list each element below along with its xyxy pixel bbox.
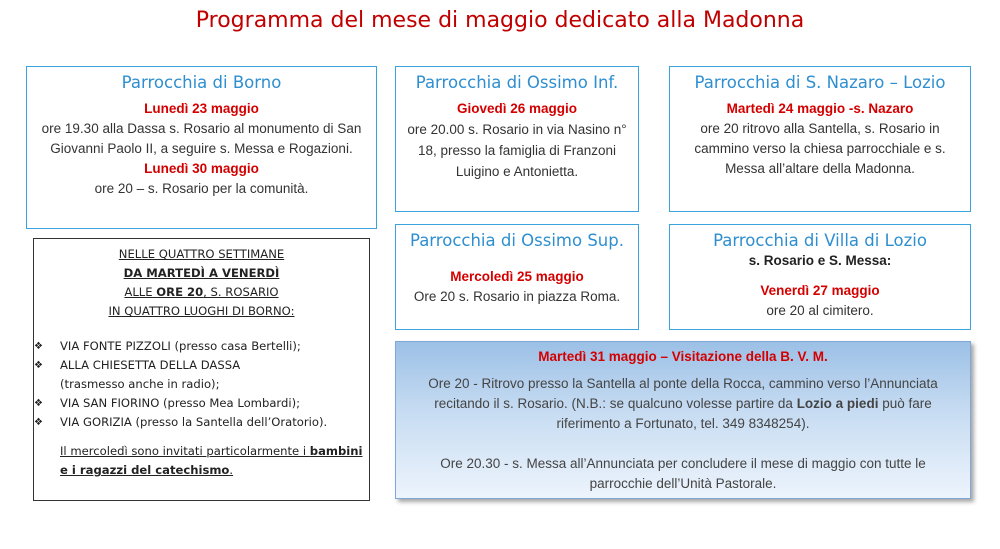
villa-box [669,224,971,330]
weeks-note-b: bambini e i ragazzi del catechismo [60,444,363,477]
list-item: ❖ VIA GORIZIA (presso la Santella dell’Oratorio). [34,413,369,432]
villa-sub: s. Rosario e S. Messa: [748,253,892,268]
weeks-list [34,337,369,432]
weeks-line2: DA MARTEDÌ A VENERDÌ [123,266,280,280]
villa-text: ore 20 al cimitero. [766,303,874,318]
ossimo-sup-text: Ore 20 s. Rosario in piazza Roma. [413,289,621,304]
weeks-line3a: ALLE [124,285,157,299]
weeks-line3b: ORE 20 [156,285,204,299]
visitazione-p1 [396,374,970,434]
visitazione-p1a: Ore 20 - Ritrovo presso la Santella al ponte della Rocca, cammino verso l’Annunciata recitando il s. Rosario. (N.B.: se qualcuno volesse partire da [428,376,938,411]
page-title: Programma del mese di maggio dedicato alla Madonna [195,8,805,33]
diamond-bullet-icon: ❖ [34,360,43,371]
weeks-box [33,238,370,501]
ossimo-sup-date: Mercoledì 25 maggio [450,269,584,284]
visitazione-p2: Ore 20.30 - s. Messa all’Annunciata per concludere il mese di maggio con tutte le parrocchie dell’Unità Pastorale. [440,456,926,491]
weeks-line3 [34,283,369,302]
weeks-line3c: , S. ROSARIO [203,285,279,299]
ossimo-sup-heading: Parrocchia di Ossimo Sup. [409,231,624,250]
borno-date1: Lunedì 23 maggio [144,101,259,116]
borno-date2: Lunedì 30 maggio [144,161,259,176]
visitazione-p1c: può fare riferimento a Fortunato, tel. 349 8348254). [556,396,932,431]
diamond-bullet-icon: ❖ [34,341,43,352]
borno-box [26,66,377,229]
weeks-note-c: . [229,463,234,477]
ossimo-inf-text: ore 20.00 s. Rosario in via Nasino n° 18, presso la famiglia di Franzoni Luigino e Antonietta. [407,122,627,179]
diamond-bullet-icon: ❖ [34,398,43,409]
list-item-sub: (trasmesso anche in radio); [60,377,220,391]
villa-heading: Parrocchia di Villa di Lozio [713,231,927,250]
weeks-line4: IN QUATTRO LUOGHI DI BORNO: [108,304,295,318]
borno-heading: Parrocchia di Borno [121,73,282,92]
list-item: ❖ ALLA CHIESETTA DELLA DASSA (trasmesso anche in radio); [34,358,241,391]
villa-date: Venerdì 27 maggio [760,283,880,298]
visitazione-heading: Martedì 31 maggio – Visitazione della B. V. M. [538,349,828,364]
diamond-bullet-icon: ❖ [34,417,43,428]
visitazione-box [395,341,971,499]
nazaro-box [669,66,971,212]
ossimo-inf-box [395,66,639,212]
borno-text1: ore 19.30 alla Dassa s. Rosario al monumento di San Giovanni Paolo II, a seguire s. Messa e Rogazioni. [41,121,362,156]
ossimo-inf-date: Giovedì 26 maggio [456,101,578,116]
weeks-note-a: Il mercoledì sono invitati particolarmente i [60,444,310,458]
ossimo-inf-heading: Parrocchia di Ossimo Inf. [415,73,619,92]
weeks-line1: NELLE QUATTRO SETTIMANE [118,247,285,261]
list-item: ❖ VIA FONTE PIZZOLI (presso casa Bertelli); [34,337,369,356]
visitazione-p1b: Lozio a piedi [796,396,879,411]
weeks-note [60,442,369,480]
nazaro-text: ore 20 ritrovo alla Santella, s. Rosario in cammino verso la chiesa parrocchiale e s. Messa all’altare della Madonna. [694,121,946,176]
list-item: ❖ VIA SAN FIORINO (presso Mea Lombardi); [34,394,369,413]
ossimo-sup-box [395,224,639,330]
borno-text2: ore 20 – s. Rosario per la comunità. [94,181,309,196]
nazaro-heading: Parrocchia di S. Nazaro – Lozio [694,73,946,92]
nazaro-date: Martedì 24 maggio -s. Nazaro [726,101,914,116]
